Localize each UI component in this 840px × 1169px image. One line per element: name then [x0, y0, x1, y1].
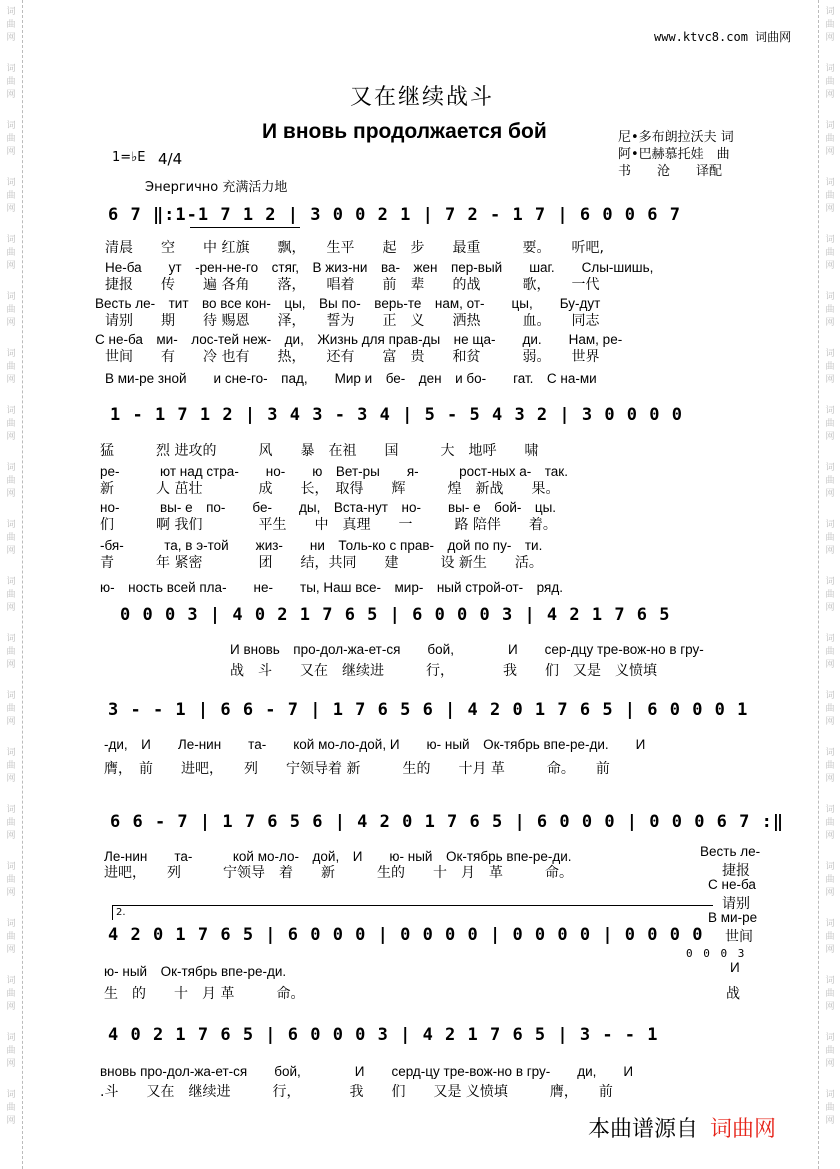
margin-watermark-text: 词曲网 — [825, 64, 835, 100]
margin-watermark-text: 词曲网 — [6, 862, 16, 898]
lyric-line: Весть ле- тит во все кон- цы, Вы по- верь-те нам, от- цы, Бу-дут — [95, 296, 601, 311]
lyric-line: С не-ба ми- лос-тей неж- ди, Жизнь для прав-ды не ща- ди. Нам, ре- — [95, 332, 623, 347]
lyric-line: 新 人 茁壮 成 长， 取得 辉 煌 新战 果。 — [100, 481, 560, 497]
margin-watermark-text: 词曲网 — [825, 862, 835, 898]
credit-lyricist: 尼•多布朗拉沃夫 词 — [618, 130, 734, 145]
margin-watermark-text: 词曲网 — [825, 976, 835, 1012]
right-margin-watermark — [818, 0, 840, 1169]
lyric-line: И вновь про-дол-жа-ет-ся бой, И сер-дцу тре-вож-но в гру- — [230, 642, 704, 657]
lyric-line: 战 斗 又在 继续进 行， 我 们 又是 义愤填 — [230, 663, 657, 679]
margin-watermark-text: 词曲网 — [6, 520, 16, 556]
second-ending-label: 2. — [116, 907, 126, 918]
footer-text: 本曲谱源自 — [588, 1117, 699, 1142]
notation-row-3: 0 0 0 3 | 4 0 2 1 7 6 5 | 6 0 0 0 3 | 4 2 1 7 6 5 — [120, 605, 671, 625]
left-margin-watermark — [0, 0, 23, 1169]
margin-watermark-text: 词曲网 — [6, 919, 16, 955]
lyric-line: 们 啊 我们 平生 中 真理 一 路 陪伴 着。 — [100, 517, 557, 533]
margin-watermark-text: 词曲网 — [825, 349, 835, 385]
margin-watermark-text: 词曲网 — [825, 691, 835, 727]
lyric-line: вновь про-дол-жа-ет-ся бой, И серд-цу тре-вож-но в гру- ди, И — [100, 1064, 634, 1079]
second-ending-tail-notes: 0 0 0 3 — [686, 947, 747, 960]
margin-watermark-text: 词曲网 — [825, 919, 835, 955]
lyric-line: ре- ют над стра- но- ю Вет-ры я- рост-ных а- так. — [100, 464, 568, 479]
lyric-line: но- вы- е по- бе- ды, Вста-нут но- вы- е бой- цы. — [100, 500, 557, 515]
verse-cue: 捷报 — [722, 863, 750, 879]
credit-composer: 阿•巴赫慕托娃 曲 — [618, 147, 730, 162]
margin-watermark-text: 词曲网 — [825, 178, 835, 214]
footer-source — [588, 1112, 776, 1143]
lyric-line: 青 年 紧密 团 结，共同 建 设 新生 活。 — [100, 555, 543, 571]
margin-watermark-text: 词曲网 — [6, 121, 16, 157]
title-chinese: 又在继续战斗 — [350, 85, 495, 110]
key-signature: 1=♭E — [112, 150, 146, 165]
lyric-line: 膺， 前 进吧， 列 宁领导着 新 生的 十月 革 命。 前 — [104, 761, 610, 777]
margin-watermark-text: 词曲网 — [6, 406, 16, 442]
lyric-line: Не-ба ут -рен-не-го стяг, В жиз-ни ва- жен пер-вый шаг. Слы-шишь, — [105, 260, 654, 275]
margin-watermark-text: 词曲网 — [6, 1033, 16, 1069]
verse-cue: В ми-ре — [708, 910, 758, 925]
verse-cue: 世间 — [725, 929, 753, 945]
notation-row-6: 4 2 0 1 7 6 5 | 6 0 0 0 | 0 0 0 0 | 0 0 0 0 | 0 0 0 0 — [108, 925, 704, 945]
margin-watermark-text: 词曲网 — [825, 7, 835, 43]
verse-cue: С не-ба — [708, 877, 756, 892]
lyric-line: 请别 期 待 赐恩 泽， 誓为 正 义 洒热 血。 同志 — [105, 313, 600, 329]
margin-watermark-text: 词曲网 — [825, 235, 835, 271]
lyric-line: 世间 有 冷 也有 热， 还有 富 贵 和贫 弱。 世界 — [105, 349, 600, 365]
margin-watermark-text: 词曲网 — [6, 64, 16, 100]
margin-watermark-text: 词曲网 — [6, 577, 16, 613]
lyric-line: .斗 又在 继续进 行， 我 们 又是 义愤填 膺， 前 — [100, 1084, 613, 1100]
lyric-line: ю- ность всей пла- не- ты, Наш все- мир- ный строй-от- ряд. — [100, 580, 563, 595]
credit-translator: 书 沧 译配 — [618, 164, 723, 179]
margin-watermark-text: 词曲网 — [6, 691, 16, 727]
margin-watermark-text: 词曲网 — [825, 748, 835, 784]
second-ending-bracket — [112, 905, 713, 920]
margin-watermark-text: 词曲网 — [6, 1090, 16, 1126]
lyric-line: Ле-нин та- кой мо-ло- дой, И ю- ный Ок-тябрь впе-ре-ди. — [104, 849, 572, 864]
margin-watermark-text: 词曲网 — [825, 121, 835, 157]
margin-watermark-text: 词曲网 — [825, 520, 835, 556]
margin-watermark-text: 词曲网 — [6, 178, 16, 214]
notation-row-4: 3 - - 1 | 6 6 - 7 | 1 7 6 5 6 | 4 2 0 1 7 6 5 | 6 0 0 0 1 — [108, 700, 749, 720]
margin-watermark-text: 词曲网 — [6, 7, 16, 43]
margin-watermark-text: 词曲网 — [6, 349, 16, 385]
lyric-line: 生 的 十 月 革 命。 — [104, 986, 305, 1002]
second-ending-lyric-ru: И — [730, 960, 740, 975]
tempo-marking: Энергично 充满活力地 — [145, 180, 288, 195]
margin-watermark-text: 词曲网 — [825, 463, 835, 499]
verse-cue: 请别 — [722, 896, 750, 912]
margin-watermark-text: 词曲网 — [6, 292, 16, 328]
verse-cue: Весть ле- — [700, 844, 761, 859]
margin-watermark-text: 词曲网 — [6, 805, 16, 841]
lyric-line: 清晨 空 中 红旗 飘， 生平 起 步 最重 要。 听吧, — [105, 240, 604, 256]
lyric-line: В ми-ре зной и сне-го- пад, Мир и бе- ден и бо- гат. С на-ми — [105, 371, 597, 386]
margin-watermark-text: 词曲网 — [825, 406, 835, 442]
margin-watermark-text: 词曲网 — [825, 805, 835, 841]
site-url[interactable]: www.ktvc8.com 词曲网 — [654, 30, 792, 44]
margin-watermark-text: 词曲网 — [825, 1033, 835, 1069]
notation-row-1: 6 7 ‖:1-1 7 1 2 | 3 0 0 2 1 | 7 2 - 1 7 | 6 0 0 6 7 — [108, 205, 681, 225]
lyric-line: -ди, И Ле-нин та- кой мо-ло-дой, И ю- ный Ок-тябрь впе-ре-ди. И — [104, 737, 646, 752]
notation-row-5: 6 6 - 7 | 1 7 6 5 6 | 4 2 0 1 7 6 5 | 6 0 0 0 | 0 0 0 6 7 :‖ — [110, 812, 785, 832]
margin-watermark-text: 词曲网 — [6, 748, 16, 784]
margin-watermark-text: 词曲网 — [825, 577, 835, 613]
lyric-line: 猛 烈 进攻的 风 暴 在祖 国 大 地呼 啸 — [100, 443, 539, 459]
lyric-line: 捷报 传 遍 各角 落， 唱着 前 辈 的战 歌， 一代 — [105, 277, 600, 293]
footer-brand[interactable]: 词曲网 — [710, 1117, 777, 1142]
margin-watermark-text: 词曲网 — [6, 235, 16, 271]
lyric-line: ю- ный Ок-тябрь впе-ре-ди. — [104, 964, 287, 979]
margin-watermark-text: 词曲网 — [6, 634, 16, 670]
margin-watermark-text: 词曲网 — [6, 463, 16, 499]
time-signature: 4/4 — [158, 150, 183, 168]
margin-watermark-text: 词曲网 — [825, 1090, 835, 1126]
margin-watermark-text: 词曲网 — [6, 976, 16, 1012]
margin-watermark-text: 词曲网 — [825, 292, 835, 328]
title-russian: И вновь продолжается бой — [262, 120, 547, 143]
notation-row-2: 1 - 1 7 1 2 | 3 4 3 - 3 4 | 5 - 5 4 3 2 | 3 0 0 0 0 — [110, 405, 683, 425]
lyric-line: 进吧， 列 宁领导 着 新 生的 十 月 革 命。 — [104, 865, 573, 881]
second-ending-lyric-cn: 战 — [726, 986, 740, 1002]
notation-row-7: 4 0 2 1 7 6 5 | 6 0 0 0 3 | 4 2 1 7 6 5 | 3 - - 1 — [108, 1025, 659, 1045]
margin-watermark-text: 词曲网 — [825, 634, 835, 670]
lyric-line: -бя- та, в э-той жиз- ни Толь-ко с прав- дой по пу- ти. — [100, 538, 543, 553]
